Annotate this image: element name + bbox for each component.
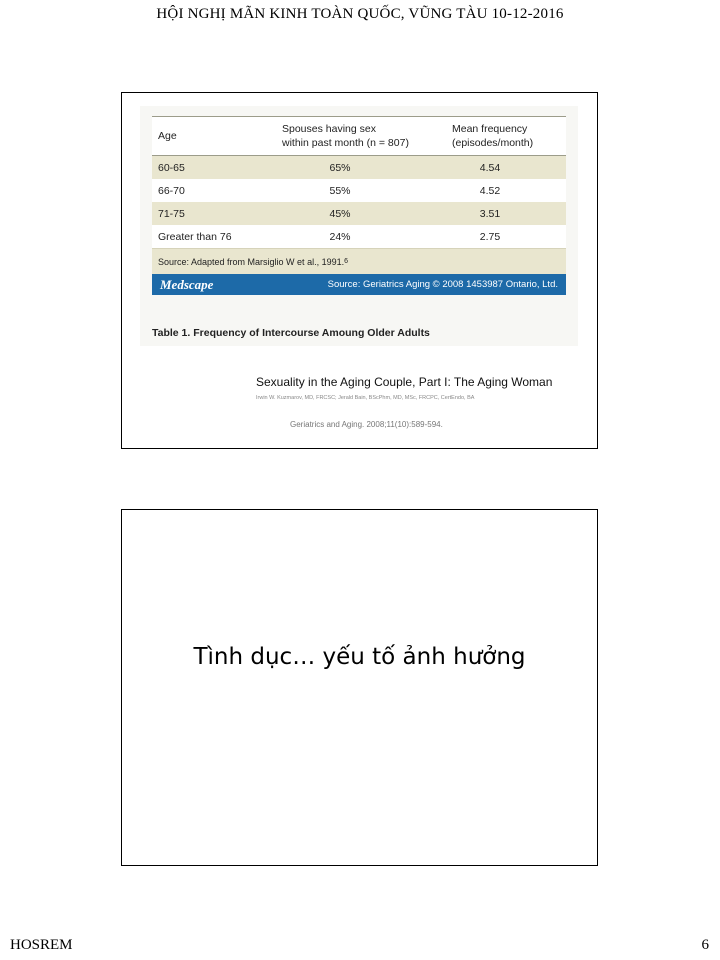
table-row xyxy=(152,225,566,248)
slide-2-title: Tình dục… yếu tố ảnh hưởng xyxy=(193,644,526,670)
article-authors: Irwin W. Kuzmarov, MD, FRCSC; Jerald Bain, BScPhm, MD, MSc, FRCPC, CertEndo, BA xyxy=(256,395,475,401)
table-row xyxy=(152,202,566,225)
cell-mean: 4.52 xyxy=(479,184,501,197)
cell-spouses: 55% xyxy=(329,184,351,197)
header-spouses-line2: within past month (n = 807) xyxy=(282,137,409,149)
article-title: Sexuality in the Aging Couple, Part I: The Aging Woman xyxy=(256,375,553,389)
header-spouses-line1: Spouses having sex xyxy=(282,123,376,135)
footer-organization: HOSREM xyxy=(10,937,73,953)
header-age: Age xyxy=(158,130,177,142)
table-header-row xyxy=(152,116,566,156)
cell-age: 60-65 xyxy=(158,161,185,174)
cell-spouses: 24% xyxy=(329,230,351,243)
source-note-text: Source: Adapted from Marsiglio W et al., 1991. xyxy=(158,256,345,267)
table-figure xyxy=(140,106,578,346)
cell-age: 66-70 xyxy=(158,184,185,197)
table-row xyxy=(152,179,566,202)
table-caption: Table 1. Frequency of Intercourse Amoung Older Adults xyxy=(152,327,430,339)
cell-mean: 2.75 xyxy=(479,230,501,243)
cell-mean: 4.54 xyxy=(479,161,501,174)
medscape-bar xyxy=(152,274,566,295)
header-mean-line1: Mean frequency xyxy=(452,123,528,135)
slide-1 xyxy=(121,92,598,449)
cell-mean: 3.51 xyxy=(479,207,501,220)
table-row xyxy=(152,156,566,179)
header-mean-line2: (episodes/month) xyxy=(452,137,534,149)
cell-spouses: 45% xyxy=(329,207,351,220)
medscape-logo: Medscape xyxy=(160,276,214,292)
article-citation: Geriatrics and Aging. 2008;11(10):589-594. xyxy=(290,420,443,429)
source-note-superscript: 6 xyxy=(344,258,348,265)
cell-spouses: 65% xyxy=(329,161,351,174)
page-number: 6 xyxy=(701,937,709,953)
medscape-source: Source: Geriatrics Aging © 2008 1453987 Ontario, Ltd. xyxy=(327,279,558,290)
frequency-table xyxy=(152,116,566,295)
slide-2 xyxy=(121,509,598,866)
cell-age: Greater than 76 xyxy=(158,230,232,243)
cell-age: 71-75 xyxy=(158,207,185,220)
header-spouses xyxy=(282,122,452,150)
header-mean-frequency xyxy=(452,122,562,150)
page-header: HỘI NGHỊ MÃN KINH TOÀN QUỐC, VŨNG TÀU 10-12-2016 xyxy=(156,6,564,22)
table-source-note xyxy=(152,248,566,274)
